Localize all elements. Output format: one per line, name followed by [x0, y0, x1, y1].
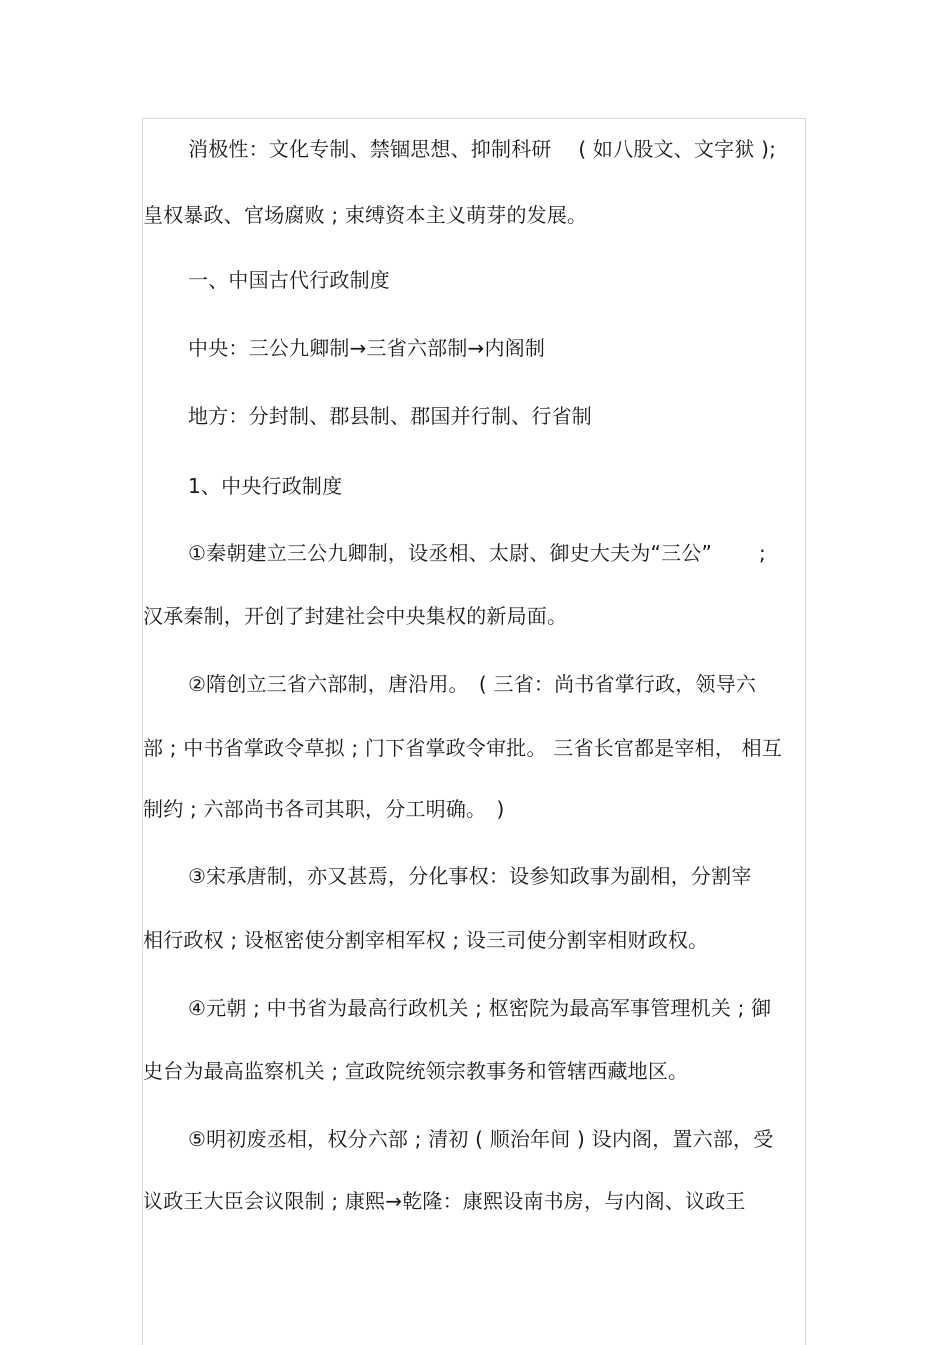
paragraph-line: 制约 ; 六部尚书各司其职，分工明确。 ) — [143, 797, 505, 821]
paragraph-line: 史台为最高监察机关 ; 宣政院统领宗教事务和管辖西藏地区。 — [143, 1059, 689, 1083]
page-frame — [142, 118, 806, 1345]
paragraph-line: 皇权暴政、官场腐败 ; 束缚资本主义萌芽的发展。 — [143, 203, 588, 227]
paragraph-line: ②隋创立三省六部制，唐沿用。 ( 三省：尚书省掌行政，领导六 — [188, 672, 757, 696]
paragraph-line: 地方：分封制、郡县制、郡国并行制、行省制 — [188, 404, 592, 428]
paragraph-line: 相行政权 ; 设枢密使分割宰相军权 ; 设三司使分割宰相财政权。 — [143, 928, 709, 952]
subsection-heading: 1、中央行政制度 — [188, 474, 343, 498]
paragraph-line: 消极性：文化专制、禁锢思想、抑制科研 ( 如八股文、文字狱 ); — [188, 137, 777, 161]
paragraph-line: 部 ; 中书省掌政令草拟 ; 门下省掌政令审批。 三省长官都是宰相， 相互 — [143, 736, 783, 760]
paragraph-line: ④元朝 ; 中书省为最高行政机关 ; 枢密院为最高军事管理机关 ; 御 — [188, 996, 772, 1020]
paragraph-line: ⑤明初废丞相，权分六部 ; 清初 ( 顺治年间 ) 设内阁，置六部，受 — [188, 1127, 774, 1151]
paragraph-line: ③宋承唐制，亦又甚焉，分化事权：设参知政事为副相，分割宰 — [188, 864, 752, 888]
section-heading: 一、中国古代行政制度 — [188, 268, 390, 292]
paragraph-line: 汉承秦制，开创了封建社会中央集权的新局面。 — [143, 604, 568, 628]
paragraph-line: ①秦朝建立三公九卿制，设丞相、太尉、御史大夫为“三公” ; — [188, 541, 766, 565]
paragraph-line: 中央：三公九卿制→三省六部制→内阁制 — [188, 336, 546, 360]
paragraph-line: 议政王大臣会议限制 ; 康熙→乾隆：康熙设南书房，与内阁、议政王 — [143, 1189, 746, 1213]
